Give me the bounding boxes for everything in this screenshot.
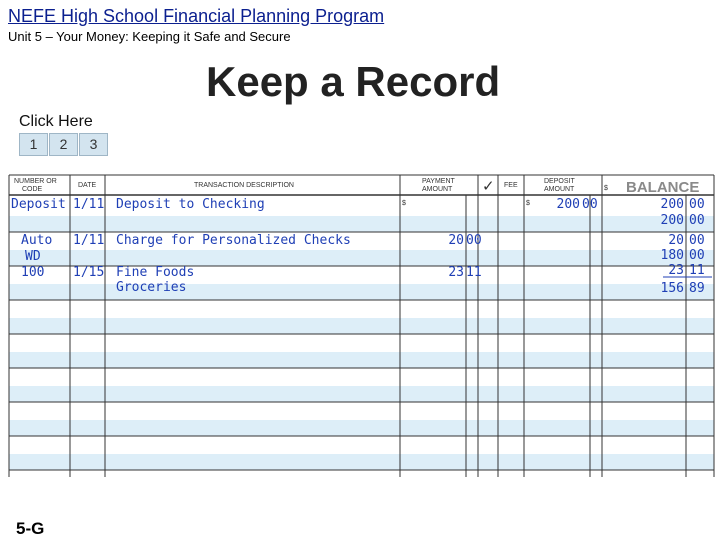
entry-2-payment-cents: 00 [466, 233, 482, 248]
page-3-button[interactable]: 3 [79, 133, 108, 156]
balance-3-dollars: 20 [668, 233, 684, 248]
header-deposit-amount: AMOUNT [544, 186, 575, 193]
balance-2-dollars: 200 [660, 213, 684, 228]
entry-1-deposit-cents: 00 [582, 197, 598, 212]
click-here-label: Click Here [19, 113, 93, 130]
check-register [8, 173, 716, 478]
unit-title: Unit 5 – Your Money: Keeping it Safe and Secure [8, 29, 291, 44]
check-mark-icon: ✓ [482, 177, 495, 195]
entry-3-code: 100 [21, 265, 45, 280]
balance-4-cents: 00 [689, 248, 705, 263]
entry-1-code: Deposit [11, 197, 66, 212]
balance-6-dollars: 156 [660, 281, 684, 296]
entry-3-description-line2: Groceries [116, 280, 187, 295]
entry-2-description: Charge for Personalized Checks [116, 233, 351, 248]
balance-4-dollars: 180 [660, 248, 684, 263]
header-code: CODE [22, 186, 43, 193]
page-1-button[interactable]: 1 [19, 133, 48, 156]
page-2-button[interactable]: 2 [49, 133, 78, 156]
payment-dollar-sign: $ [402, 200, 406, 207]
program-title: NEFE High School Financial Planning Program [8, 6, 385, 26]
entry-3-payment-cents: 11 [466, 265, 482, 280]
header-date: DATE [78, 182, 97, 189]
balance-5-dollars: 23 [668, 263, 684, 278]
slide-title: Keep a Record [206, 58, 501, 105]
entry-3-description: Fine Foods [116, 265, 195, 280]
header-number-code: NUMBER OR [14, 178, 57, 185]
entry-2-code: Auto [21, 233, 53, 248]
entry-3-payment-dollars: 23 [448, 265, 464, 280]
balance-6-cents: 89 [689, 281, 705, 296]
balance-2-cents: 00 [689, 213, 705, 228]
header-balance: BALANCE [626, 179, 700, 196]
entry-1-date: 1/11 [73, 197, 105, 212]
register-row-stripes [9, 216, 714, 470]
balance-1-cents: 00 [689, 197, 705, 212]
register-entries [11, 197, 598, 295]
balance-1-dollars: 200 [660, 197, 684, 212]
header-fee: FEE [504, 182, 518, 189]
entry-3-date: 1/15 [73, 265, 105, 280]
entry-1-description: Deposit to Checking [116, 197, 265, 212]
balance-5-cents: 11 [689, 263, 705, 278]
entry-1-deposit-dollars: 200 [556, 197, 580, 212]
header-transaction-description: TRANSACTION DESCRIPTION [194, 182, 294, 189]
header-payment-amount: AMOUNT [422, 186, 453, 193]
entry-2-code-line2: WD [25, 249, 41, 264]
balance-3-cents: 00 [689, 233, 705, 248]
slide-code: 5-G [16, 519, 45, 538]
deposit-dollar-sign: $ [526, 200, 530, 207]
entry-2-date: 1/11 [73, 233, 105, 248]
header-deposit: DEPOSIT [544, 178, 575, 185]
entry-2-payment-dollars: 20 [448, 233, 464, 248]
dollar-sign: $ [604, 185, 608, 192]
header-payment: PAYMENT [422, 178, 455, 185]
